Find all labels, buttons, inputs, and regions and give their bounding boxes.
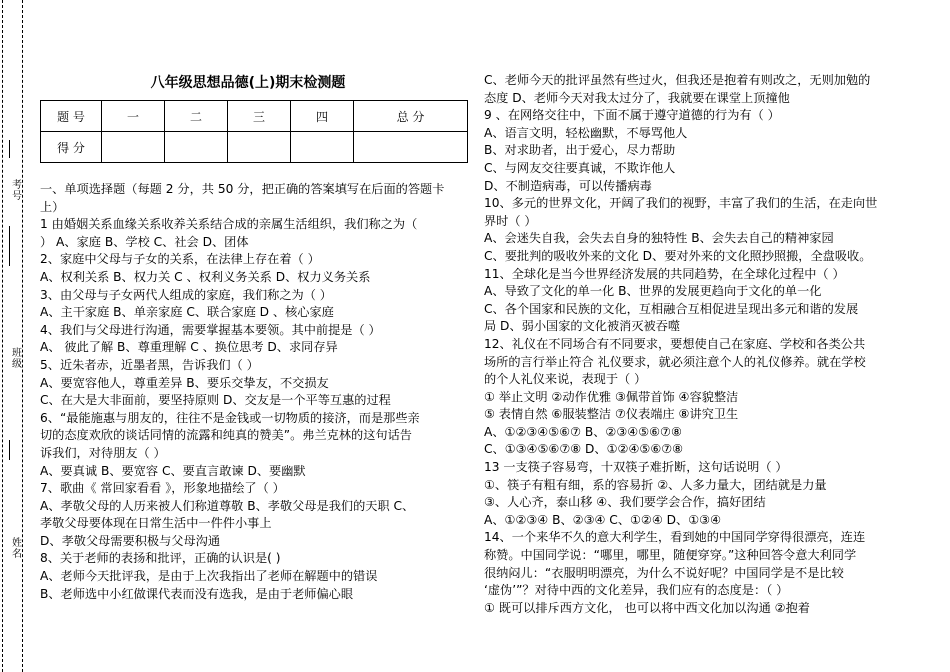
question-text-line: A、语言文明，轻松幽默，不辱骂他人 <box>484 125 688 140</box>
score-header-cell: 总 分 <box>354 101 468 132</box>
score-cell[interactable] <box>228 132 291 163</box>
question-text-line: D、孝敬父母需要积极与父母沟通 <box>40 533 221 548</box>
question-text-line: 11、全球化是当今世界经济发展的共同趋势，在全球化过程中（ ） <box>484 266 845 281</box>
question-text-line: ① 既可以排斥西方文化， 也可以将中西文化加以沟通 ②抱着 <box>484 600 810 615</box>
question-text-line: ⑤ 表情自然 ⑥服装整洁 ⑦仪表端庄 ⑧讲究卫生 <box>484 407 739 422</box>
class-label: 班级 <box>12 348 22 370</box>
question-text-line: 态度 D、老师今天对我太过分了，我就要在课堂上顶撞他 <box>484 90 790 105</box>
question-text-line: D、不制造病毒，可以传播病毒 <box>484 178 652 193</box>
score-cell[interactable] <box>291 132 354 163</box>
right-question-text <box>484 72 908 617</box>
score-row-label: 得 分 <box>41 132 102 163</box>
binding-margin <box>0 0 30 672</box>
right-column <box>484 72 908 617</box>
question-text-line: ） A、家庭 B、学校 C、社会 D、团体 <box>40 234 249 249</box>
question-text-line: ③、人心齐，泰山移 ④、我们要学会合作，搞好团结 <box>484 495 766 510</box>
question-text-line: A、孝敬父母的人历来被人们称道尊敬 B、孝敬父母是我们的天职 C、 <box>40 498 415 513</box>
question-text-line: ‘虚伪’”？对待中西的文化差异，我们应有的态度是：（ ） <box>484 583 789 598</box>
question-text-line: A、要宽容他人，尊重差异 B、要乐交挚友，不交损友 <box>40 375 329 390</box>
question-text-line: 12、礼仪在不同场合有不同要求，要想使自己在家庭、学校和各类公共 <box>484 336 866 351</box>
question-text-line: A、①②③④ B、②③④ C、①②④ D、①③④ <box>484 512 722 527</box>
question-text-line: A、①②③④⑤⑥⑦ B、②③④⑤⑥⑦⑧ <box>484 424 682 439</box>
question-text-line: B、对求助者，出于爱心，尽力帮助 <box>484 143 676 158</box>
question-text-line: 孝敬父母要体现在日常生活中一件件小事上 <box>40 516 272 531</box>
score-table-header-row <box>41 101 468 132</box>
left-question-text <box>40 181 468 603</box>
question-text-line: C、要批判的吸收外来的文化 D、要对外来的文化照抄照搬，全盘吸收。 <box>484 248 872 263</box>
question-text-line: 称赞。中国同学说：“哪里，哪里，随便穿穿。”这种回答令意大利同学 <box>484 548 857 563</box>
question-text-line: 5、近朱者赤，近墨者黑，告诉我们（ ） <box>40 357 259 372</box>
question-text-line: 1 由婚姻关系血缘关系收养关系结合成的亲属生活组织，我们称之为（ <box>40 217 418 232</box>
question-text-line: 14、一个来华不久的意大利学生，看到她的中国同学穿得很漂亮，连连 <box>484 530 866 545</box>
binding-mark <box>9 440 10 460</box>
question-text-line: A、会迷失自我，会失去自身的独特性 B、会失去自己的精神家园 <box>484 231 834 246</box>
question-text-line: C、①③④⑤⑥⑦⑧ D、①②④⑤⑥⑦⑧ <box>484 442 684 457</box>
binding-mark <box>9 140 10 158</box>
question-text-line: 诉我们，对待朋友（ ） <box>40 445 166 460</box>
question-text-line: 10、多元的世界文化，开阔了我们的视野，丰富了我们的生活，在走向世 <box>484 196 878 211</box>
left-column <box>40 72 468 603</box>
score-header-cell: 四 <box>291 101 354 132</box>
question-text-line: 3、由父母与子女两代人组成的家庭，我们称之为（ ） <box>40 287 332 302</box>
question-text-line: 2、家庭中父母与子女的关系，在法律上存在着（ ） <box>40 252 320 267</box>
question-text-line: A、老师今天批评我，是由于上次我指出了老师在解题中的错误 <box>40 569 378 584</box>
exam-number-label: 考号 <box>12 180 22 202</box>
question-text-line: 切的态度欢欣的谈话同情的流露和纯真的赞美”。弗兰克林的这句话告 <box>40 428 412 443</box>
question-text-line: C、各个国家和民族的文化，互相融合互相促进呈现出多元和谐的发展 <box>484 301 859 316</box>
score-cell[interactable] <box>165 132 228 163</box>
question-text-line: 9 、在网络交往中，下面不属于遵守道德的行为有（ ） <box>484 108 780 123</box>
question-text-line: ① 举止文明 ②动作优雅 ③佩带首饰 ④容貌整洁 <box>484 389 739 404</box>
question-text-line: A、要真诚 B、要宽容 C、要直言敢谏 D、要幽默 <box>40 463 306 478</box>
question-text-line: 局 D、弱小国家的文化被消灭被吞噬 <box>484 319 681 334</box>
score-header-cell: 一 <box>102 101 165 132</box>
question-text-line: 一、单项选择题（每题 2 分，共 50 分，把正确的答案填写在后面的答题卡 <box>40 182 445 196</box>
question-text-line: A、权利关系 B、权力关 C 、权利义务关系 D、权力义务关系 <box>40 269 371 284</box>
question-text-line: 8、关于老师的表扬和批评，正确的认识是( ) <box>40 551 281 566</box>
score-header-cell: 二 <box>165 101 228 132</box>
question-text-line: C、老师今天的批评虽然有些过火，但我还是抱着有则改之，无则加勉的 <box>484 73 871 87</box>
outer-dashed-line <box>2 0 3 672</box>
score-cell[interactable] <box>354 132 468 163</box>
name-label: 姓名 <box>12 538 22 560</box>
score-table-score-row <box>41 132 468 163</box>
score-header-cell: 题 号 <box>41 101 102 132</box>
question-text-line: A、导致了文化的单一化 B、世界的发展更趋向于文化的单一化 <box>484 284 822 299</box>
question-text-line: 7、歌曲《 常回家看看 》，形象地描绘了（ ） <box>40 481 285 496</box>
question-text-line: A、主干家庭 B、单亲家庭 C、联合家庭 D 、核心家庭 <box>40 305 334 320</box>
score-table <box>40 100 468 163</box>
question-text-line: 6、“最能施惠与朋友的，往往不是金钱或一切物质的接济，而是那些亲 <box>40 410 420 425</box>
question-text-line: A、 彼此了解 B、尊重理解 C 、换位思考 D、求同存异 <box>40 340 338 355</box>
question-text-line: 很纳闷儿：“衣服明明漂亮，为什么不说好呢？中国同学是不是比较 <box>484 565 844 580</box>
question-text-line: 4、我们与父母进行沟通，需要掌握基本要领。其中前提是（ ） <box>40 322 381 337</box>
question-text-line: B、老师选中小红做课代表而没有选我，是由于老师偏心眼 <box>40 586 354 601</box>
question-text-line: C、与网友交往要真诚，不欺诈他人 <box>484 160 676 175</box>
score-header-cell: 三 <box>228 101 291 132</box>
question-text-line: 上） <box>40 199 65 214</box>
page-title: 八年级思想品德(上)期末检测题 <box>150 75 346 91</box>
question-text-line: 13 一支筷子容易弯，十双筷子难折断，这句话说明（ ） <box>484 460 788 475</box>
inner-dashed-line <box>22 0 23 672</box>
question-text-line: 界时（ ） <box>484 213 537 228</box>
binding-mark <box>9 226 10 266</box>
question-text-line: 的个人礼仪来说，表现于（ ） <box>484 372 647 387</box>
question-text-line: C、在大是大非面前，要坚持原则 D、交友是一个平等互惠的过程 <box>40 393 391 408</box>
question-text-line: ①、筷子有粗有细，系的容易折 ②、人多力量大，团结就是力量 <box>484 477 827 492</box>
score-cell[interactable] <box>102 132 165 163</box>
question-text-line: 场所的言行举止符合 礼仪要求，就必须注意个人的礼仪修养。就在学校 <box>484 354 866 369</box>
